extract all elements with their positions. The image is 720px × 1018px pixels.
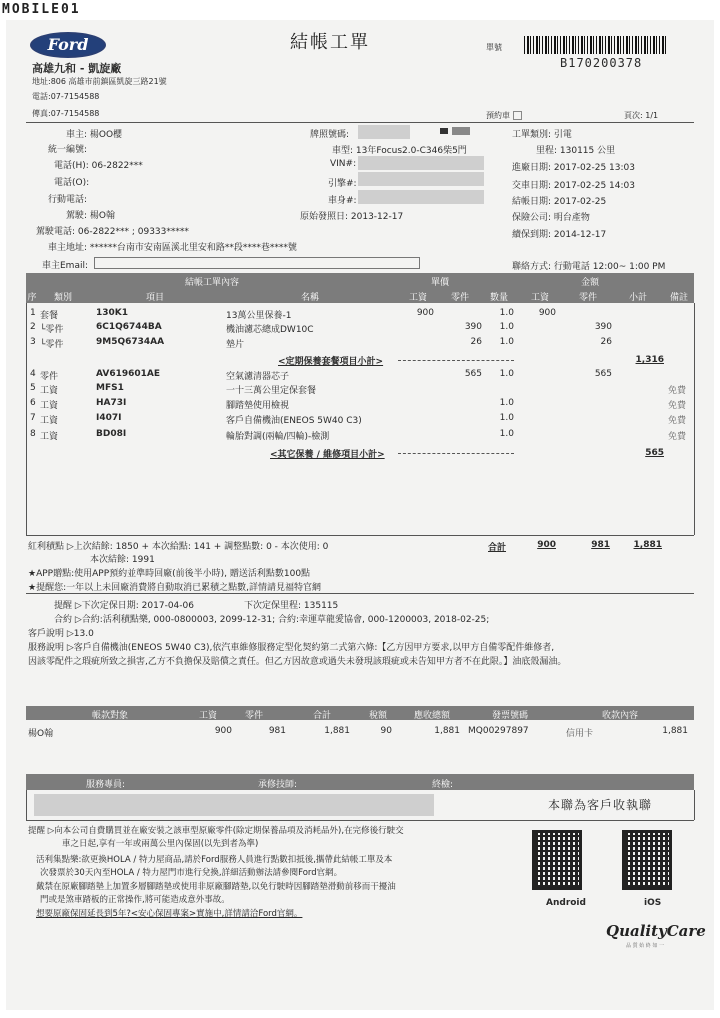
row-2-part: 390 xyxy=(464,322,482,332)
row-8-no: 8 xyxy=(30,429,36,439)
col-wage: 工資 xyxy=(408,293,427,303)
col-no: 序 xyxy=(27,293,37,303)
row-1-no: 1 xyxy=(30,308,36,318)
col-code: 項目 xyxy=(145,293,164,303)
row-1-code: 130K1 xyxy=(96,308,129,318)
points-balance: 本次結餘: 1991 xyxy=(90,555,155,565)
col-amt-wage: 工資 xyxy=(530,293,549,303)
row-4-name: 空氣濾清器芯子 xyxy=(226,372,290,382)
col-type: 類別 xyxy=(53,293,72,303)
row-4-code: AV619601AE xyxy=(96,369,161,379)
quality-care-tagline: 品 質 始 終 如 一 xyxy=(626,943,664,949)
row-7-no: 7 xyxy=(30,413,36,423)
row-1-qty: 1.0 xyxy=(499,308,514,318)
subtotal1-value: 1,316 xyxy=(635,355,664,365)
ios-qr-code[interactable] xyxy=(622,830,672,890)
row-4-amt-part: 565 xyxy=(594,369,612,379)
warranty-extension-link[interactable]: 想要原廠保固延長到5年?<安心保固專案>實施中,詳情請洽Ford官網。 xyxy=(36,909,303,919)
android-label: Android xyxy=(546,898,586,908)
col-name: 名稱 xyxy=(300,293,319,303)
points-expiry-note: ★提醒您:一年以上未回廠消費將自動取消已累積之點數,詳情請見福特官網 xyxy=(28,583,321,593)
subtotal2-label: <其它保養 / 維修項目小計> xyxy=(270,450,385,460)
row-7-type: 工資 xyxy=(40,416,59,426)
quality-care-logo: QualityCare xyxy=(606,922,706,940)
checkout-date: 結帳日期: 2017-02-25 xyxy=(512,197,607,207)
group-price-header: 單價 xyxy=(430,278,449,288)
insurance-renewal: 續保到期: 2014-12-17 xyxy=(512,230,607,240)
row-4-type: 零件 xyxy=(40,372,59,382)
company-name: 高雄九和 - 凱旋廠 xyxy=(32,62,122,75)
billing-amount: 1,881 xyxy=(662,726,688,736)
subtotal2-value: 565 xyxy=(645,448,664,458)
billing-invoice: MQ00297897 xyxy=(468,726,529,736)
inspector-label: 終檢: xyxy=(432,780,454,790)
row-7-name: 客戶自備機油(ENEOS 5W40 C3) xyxy=(226,416,362,426)
points-exchange-note-1: 活利集點樂:欲更換HOLA / 特力屋商品,請於Ford服務人員進行點數扣抵後,攜帶此結帳工單及本 xyxy=(36,855,393,865)
engine-label: 引擎#: xyxy=(328,179,357,189)
driver-name: 駕駛: 楊O翰 xyxy=(66,211,115,221)
row-3-amt-part: 26 xyxy=(600,337,612,347)
plate-redacted xyxy=(358,125,410,139)
delivery-date: 交車日期: 2017-02-25 14:03 xyxy=(512,181,635,191)
billing-col-target: 帳款對象 xyxy=(91,711,128,721)
row-6-name: 腳踏墊使用檢視 xyxy=(226,401,290,411)
total-label: 合計 xyxy=(488,543,507,553)
row-7-note: 免費 xyxy=(668,416,687,426)
row-3-qty: 1.0 xyxy=(499,337,514,347)
service-note-2: 因該零配件之瑕疵所致之損害,乙方不負擔保及賠償之責任。但乙方因故意或過失未發現該瑕疵或未告知甲方者不在此限。】油底殼漏油。 xyxy=(28,657,567,667)
row-4-part: 565 xyxy=(464,369,482,379)
row-3-no: 3 xyxy=(30,337,36,347)
col-note: 備註 xyxy=(669,293,688,303)
total-part: 981 xyxy=(591,540,610,550)
billing-total: 1,881 xyxy=(324,726,350,736)
body-label: 車身#: xyxy=(328,196,357,206)
row-3-name: 墊片 xyxy=(226,340,245,350)
row-5-name: 一十三萬公里定保套餐 xyxy=(226,386,317,396)
plate-label: 牌照號碼: xyxy=(310,130,350,140)
android-qr-code[interactable] xyxy=(532,830,582,890)
floormat-note-2: 門或是煞車踏板的正常操作,將可能造成意外事故。 xyxy=(40,895,230,905)
company-address: 地址:806 高雄市前鎮區凱旋三路21號 xyxy=(32,77,167,86)
mileage: 里程: 130115 公里 xyxy=(536,146,616,156)
company-fax: 傳真:07-7154588 xyxy=(32,109,100,118)
group-content-header: 結帳工單內容 xyxy=(184,278,239,288)
customer-note: 客戶說明 ▷13.0 xyxy=(28,629,94,639)
row-1-type: 套餐 xyxy=(40,311,59,321)
email-box xyxy=(94,257,420,269)
row-8-qty: 1.0 xyxy=(499,429,514,439)
driver-phone: 駕駛電話: 06-2822*** ; 09333***** xyxy=(36,227,189,237)
bonus-points: 紅利積點 ▷上次結餘: 1850 + 本次給點: 141 + 調整點數: 0 - 本次使用: 0 xyxy=(28,542,329,552)
warranty-note-1: 提醒 ▷向本公司自費購買並在廠安裝之該車型原廠零件(除定期保養品項及消耗品外),在完修後行駛交 xyxy=(28,826,404,836)
col-part: 零件 xyxy=(450,293,469,303)
row-6-qty: 1.0 xyxy=(499,398,514,408)
staff-redacted xyxy=(34,794,434,816)
row-7-code: I407I xyxy=(96,413,122,423)
vin-label: VIN#: xyxy=(330,159,357,169)
service-advisor-label: 服務專員: xyxy=(86,780,126,790)
company-phone: 電話:07-7154588 xyxy=(32,92,100,101)
row-3-type: └零件 xyxy=(40,340,64,350)
watermark: MOBILE01 xyxy=(2,2,81,17)
total-sum: 1,881 xyxy=(633,540,662,550)
row-4-no: 4 xyxy=(30,369,36,379)
reservation-checkbox xyxy=(513,111,522,120)
ford-logo: Ford xyxy=(30,32,106,58)
row-6-no: 6 xyxy=(30,398,36,408)
row-8-type: 工資 xyxy=(40,432,59,442)
serial-number: B170200378 xyxy=(560,56,643,70)
owner-address: 車主地址: ******台南市安南區溪北里安和路**段****巷****號 xyxy=(48,243,297,253)
next-service-date: 提醒 ▷下次定保日期: 2017-04-06 xyxy=(54,601,194,611)
home-phone: 電話(H): 06-2822*** xyxy=(54,161,143,171)
barcode xyxy=(524,36,666,54)
billing-wage: 900 xyxy=(214,726,232,736)
points-exchange-note-2: 次發票於30天內至HOLA / 特力屋門市進行兌換,詳細活動辦法請參閱Ford官網。 xyxy=(40,868,343,878)
row-5-code: MFS1 xyxy=(96,383,124,393)
engine-redacted xyxy=(358,172,484,186)
app-points-note: ★APP贈點:使用APP預約並準時回廠(前後半小時), 贈送活利點數100點 xyxy=(28,569,311,579)
row-6-type: 工資 xyxy=(40,401,59,411)
row-4-qty: 1.0 xyxy=(499,369,514,379)
row-7-qty: 1.0 xyxy=(499,413,514,423)
col-subtotal: 小計 xyxy=(628,293,647,303)
row-2-code: 6C1Q6744BA xyxy=(96,322,162,332)
row-8-name: 輪胎對調(兩輪/四輪)-檢測 xyxy=(226,432,330,442)
row-1-wage: 900 xyxy=(416,308,434,318)
row-2-type: └零件 xyxy=(40,325,64,335)
contact-method: 聯絡方式: 行動電話 12:00~ 1:00 PM xyxy=(512,262,666,272)
customer-copy-label: 本聯為客戶收執聯 xyxy=(548,798,653,812)
col-amt-part: 零件 xyxy=(578,293,597,303)
row-1-name: 13萬公里保養-1 xyxy=(226,311,292,321)
billing-col-total: 合計 xyxy=(312,711,331,721)
total-wage: 900 xyxy=(537,540,556,550)
insurance-company: 保險公司: 明台產物 xyxy=(512,213,590,223)
work-type: 工單類別: 引電 xyxy=(512,130,572,140)
row-6-code: HA73I xyxy=(96,398,127,408)
tax-id: 統一編號: xyxy=(48,145,88,155)
technician-label: 承修技師: xyxy=(258,780,298,790)
owner-name: 車主: 楊OO櫻 xyxy=(66,130,123,140)
row-1-amt-wage: 900 xyxy=(538,308,556,318)
ios-label: iOS xyxy=(644,898,662,908)
billing-col-part: 零件 xyxy=(244,711,263,721)
reservation-label: 預約車 xyxy=(486,110,522,121)
row-3-part: 26 xyxy=(470,337,482,347)
row-3-code: 9M5Q6734AA xyxy=(96,337,165,347)
document-title: 結帳工單 xyxy=(290,32,370,53)
page-number: 頁次: 1/1 xyxy=(624,111,659,120)
billing-target: 楊O翰 xyxy=(28,729,54,739)
contract-info: 合約 ▷合約:活利積點樂, 000-0800003, 2099-12-31; 合約:幸運草龍愛協會, 000-1200003, 2018-02-25; xyxy=(54,615,490,625)
in-date: 進廠日期: 2017-02-25 13:03 xyxy=(512,163,635,173)
vin-redacted xyxy=(358,156,484,170)
warranty-note-2: 車之日起,享有一年或兩萬公里內保固(以先到者為準) xyxy=(62,839,259,849)
staff-header xyxy=(26,774,694,790)
billing-col-payment: 收款內容 xyxy=(601,711,638,721)
next-service-mileage: 下次定保里程: 135115 xyxy=(244,601,339,611)
office-phone: 電話(O): xyxy=(54,178,90,188)
billing-col-invoice: 發票號碼 xyxy=(491,711,528,721)
group-amount-header: 金額 xyxy=(580,278,599,288)
billing-part: 981 xyxy=(268,726,286,736)
body-redacted xyxy=(358,190,484,204)
col-qty: 數量 xyxy=(489,293,508,303)
row-8-note: 免費 xyxy=(668,432,687,442)
row-5-note: 免費 xyxy=(668,386,687,396)
row-8-code: BD08I xyxy=(96,429,127,439)
serial-label: 單號 xyxy=(486,43,502,52)
first-registration: 原始發照日: 2013-12-17 xyxy=(300,212,404,222)
billing-col-wage: 工資 xyxy=(198,711,217,721)
billing-method: 信用卡 xyxy=(566,729,594,739)
row-2-no: 2 xyxy=(30,322,36,332)
billing-tax: 90 xyxy=(380,726,392,736)
owner-email: 車主Email: xyxy=(42,261,89,271)
billing-col-tax: 稅額 xyxy=(368,711,387,721)
row-6-note: 免費 xyxy=(668,401,687,411)
vehicle-model: 車型: 13年Focus2.0-C346柴5門 xyxy=(332,146,467,156)
row-2-amt-part: 390 xyxy=(594,322,612,332)
row-2-name: 機油濾芯總成DW10C xyxy=(226,325,314,335)
floormat-note-1: 戴禁在原廠腳踏墊上加置多層腳踏墊或使用非原廠腳踏墊,以免行駛時因腳踏墊滑動前移而干擾油 xyxy=(36,882,396,892)
subtotal1-label: <定期保養套餐項目小計> xyxy=(278,357,384,367)
row-2-qty: 1.0 xyxy=(499,322,514,332)
mobile-phone: 行動電話: xyxy=(48,195,88,205)
billing-col-receivable: 應收總額 xyxy=(413,711,450,721)
row-5-no: 5 xyxy=(30,383,36,393)
row-5-type: 工資 xyxy=(40,386,59,396)
billing-receivable: 1,881 xyxy=(434,726,460,736)
service-note-1: 服務說明 ▷客戶自備機油(ENEOS 5W40 C3),依汽車維修服務定型化契約第二式第六條:【乙方因甲方要求,以甲方自備零配件維修者, xyxy=(28,643,555,653)
